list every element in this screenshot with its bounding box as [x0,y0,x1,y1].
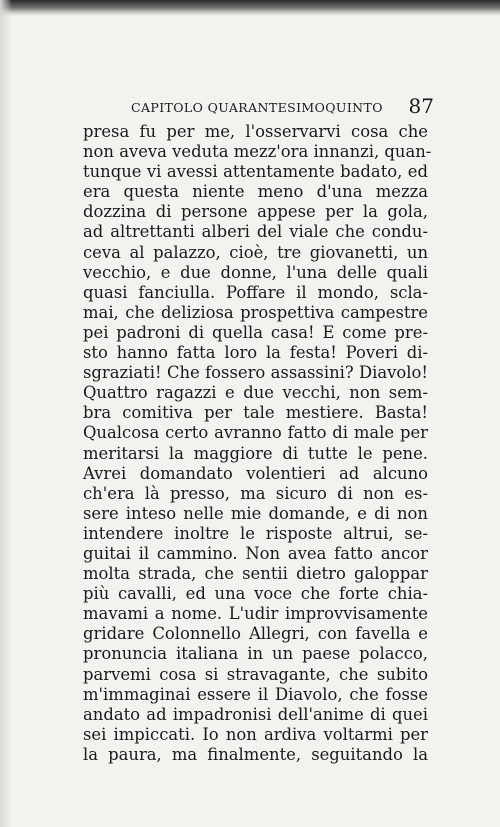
text-line: vecchio, e due donne, l'una delle quali [83,262,428,282]
text-line: quasi fanciulla. Poffare il mondo, scla- [83,282,428,302]
text-line: ch'era là presso, ma sicuro di non es- [83,483,428,503]
text-line: pei padroni di quella casa! E come pre- [83,322,428,342]
text-line: mai, che deliziosa prospettiva campestre [83,302,428,322]
text-line: Quattro ragazzi e due vecchi, non sem- [83,383,428,403]
text-line: andato ad impadronisi dell'anime di quei [83,704,428,724]
text-line: sgraziati! Che fossero assassini? Diavolo! [83,363,428,383]
text-line: la paura, ma finalmente, seguitando la [83,744,428,764]
text-line: sei impiccati. Io non ardiva voltarmi per [83,724,428,744]
text-line: parvemi cosa si stravagante, che subito [83,664,428,684]
text-line: sere inteso nelle mie domande, e di non [83,503,428,523]
text-line: guitai il cammino. Non avea fatto ancor [83,543,428,563]
page-top-edge-shadow [0,0,500,16]
text-line: pronuncia italiana in un paese polacco, [83,644,428,664]
page-header [83,94,434,120]
text-line: molta strada, che sentii dietro galoppar [83,564,428,584]
text-line: ad altrettanti alberi del viale che condu- [83,222,428,242]
text-line: sto hanno fatta loro la festa! Poveri di- [83,343,428,363]
text-line: ceva al palazzo, cioè, tre giovanetti, un [83,242,428,262]
running-head: CAPITOLO QUARANTESIMOQUINTO [131,100,383,115]
text-line: mavami a nome. L'udir improvvisamente [83,604,428,624]
text-line: era questa niente meno d'una mezza [83,182,428,202]
body-text [83,122,432,765]
text-line: Qualcosa certo avranno fatto di male per [83,423,428,443]
text-line: bra comitiva per tale mestiere. Basta! [83,403,428,423]
text-line: m'immaginai essere il Diavolo, che fosse [83,684,428,704]
text-line: dozzina di persone appese per la gola, [83,202,428,222]
page-number: 87 [408,94,434,118]
text-line: Avrei domandato volentieri ad alcuno [83,463,428,483]
text-line: meritarsi la maggiore di tutte le pene. [83,443,428,463]
book-page [83,94,434,765]
text-line: più cavalli, ed una voce che forte chia- [83,584,428,604]
text-line: non aveva veduta mezz'ora innanzi, quan- [83,142,432,162]
text-line: gridare Colonnello Allegri, con favella e [83,624,428,644]
text-line: tunque vi avessi attentamente badato, ed [83,162,428,182]
text-line: intendere inoltre le risposte altrui, se- [83,523,428,543]
text-line: presa fu per me, l'osservarvi cosa che [83,122,428,141]
page-left-gutter-shade [0,0,12,827]
